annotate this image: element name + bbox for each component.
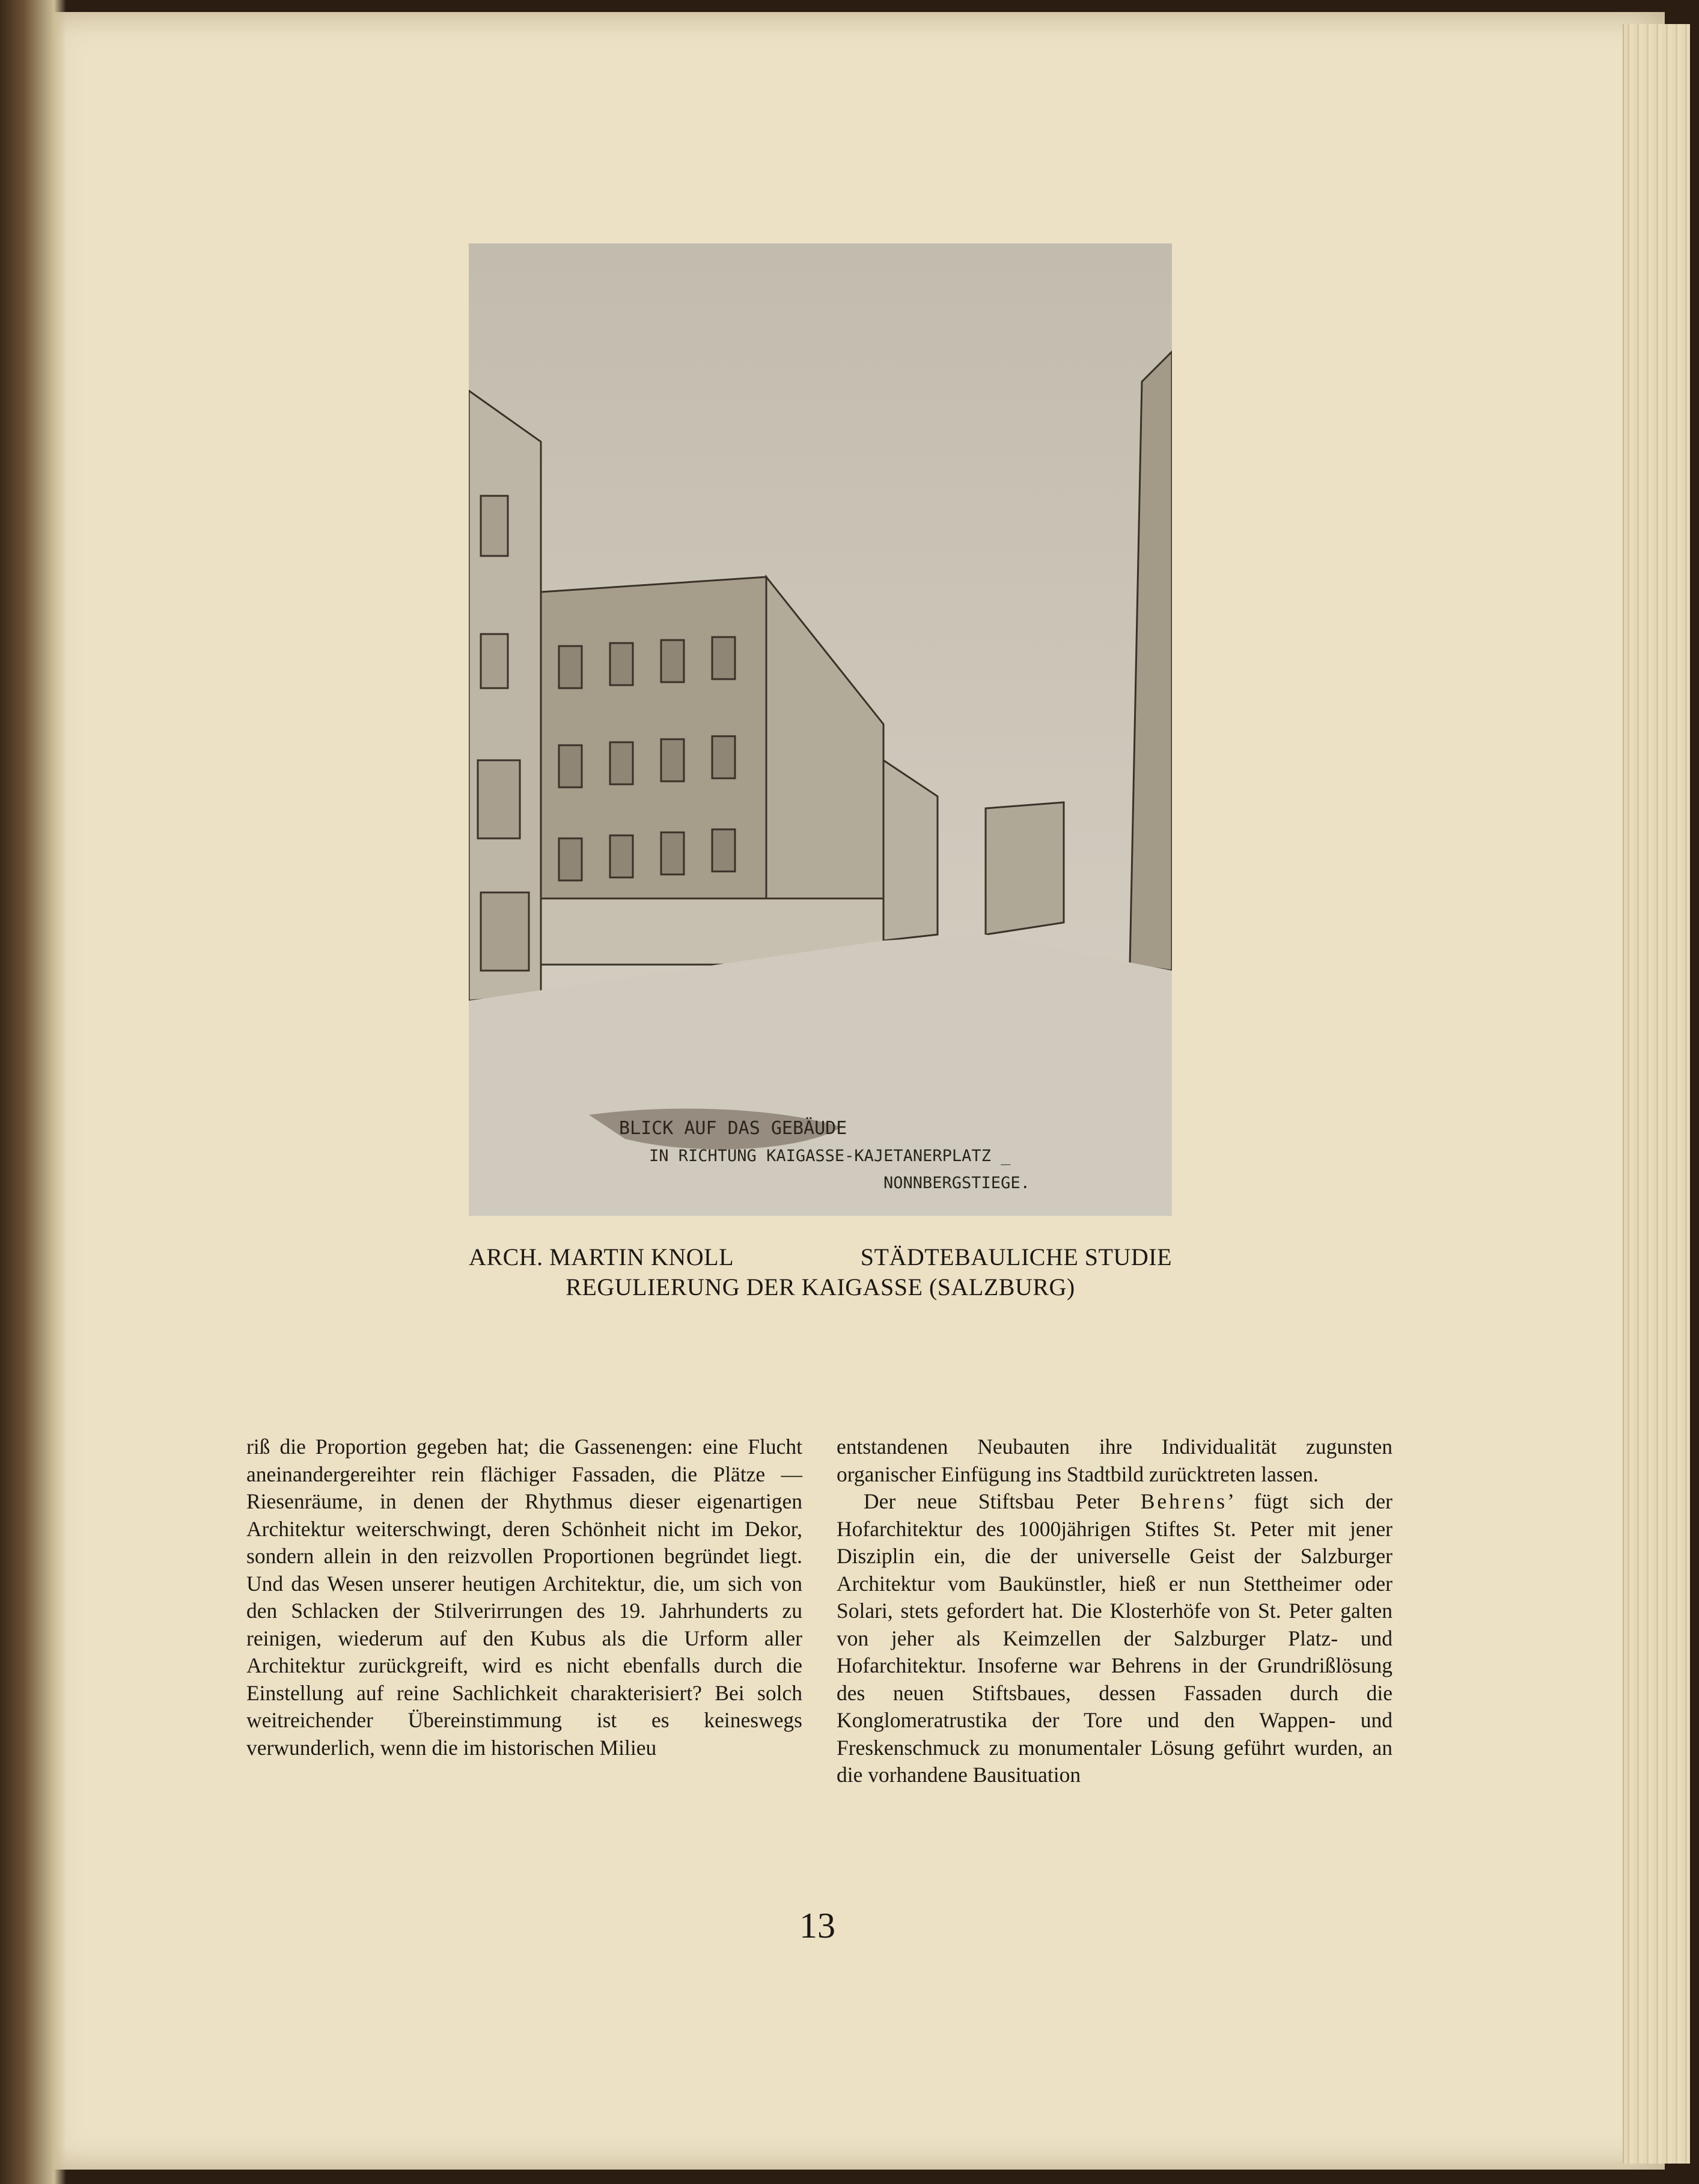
right-paragraph-1: entstandenen Neubauten ihre Individualität zugunsten organischer Einfügung ins Stadtbild zurücktreten lassen.	[837, 1435, 1392, 1486]
right-paragraph-2	[837, 1488, 1392, 1789]
right-paragraph-2-after: ’ fügt sich der Hofarchitektur des 1000jährigen Stiftes St. Peter mit jener Disziplin ein, die der universelle Geist der Salzburger Architektur vom Baukünstler, hieß er nun Stettheimer oder Solari, stets gefordert hat. Die Klosterhöfe von St. Peter galten von jeher als Keimzellen der Salzburger Platz- und Hofarchitektur. Insoferne war Behrens in der Grundrißlösung des neuen Stiftsbaues, dessen Fassaden durch die Konglomeratrustika der Tore und den Wappen- und Freskenschmuck zu monumentaler Lösung geführt wurden, an die vorhandene Bausituation	[837, 1489, 1392, 1787]
right-paragraph-2-before: Der neue Stiftsbau Peter	[864, 1489, 1141, 1513]
page-edges	[1623, 24, 1690, 2164]
sketch-caption-line-3: NONNBERGSTIEGE.	[883, 1174, 1030, 1192]
caption-architect: ARCH. MARTIN KNOLL	[469, 1243, 734, 1270]
text-column-left	[246, 1433, 802, 1762]
sketch-caption-line-2: IN RICHTUNG KAIGASSE-KAJETANERPLATZ _	[649, 1147, 1011, 1165]
text-column-right	[837, 1433, 1392, 1789]
figure-caption	[469, 1243, 1172, 1271]
street-sketch-illustration	[469, 243, 1172, 1216]
left-paragraph: riß die Proportion gegeben hat; die Gassenengen: eine Flucht aneinandergereihter rein flächiger Fassaden, die Plätze — Riesenräume, in denen der Rhythmus dieser eigenartigen Architektur weiterschwingt, deren Schönheit nicht im Dekor, sondern allein in den reizvollen Proportionen begründet liegt. Und das Wesen unserer heutigen Architektur, die, um sich von den Schlacken der Stilverirrungen des 19. Jahrhunderts zu reinigen, wiederum auf den Kubus als die Urform aller Architektur zurückgreift, wird es nicht ebenfalls durch die Einstellung auf reine Sachlichkeit charakterisiert? Bei solch weitreichender Übereinstimmung ist es keineswegs verwunderlich, wenn die im historischen Milieu	[246, 1435, 802, 1760]
caption-subtitle: REGULIERUNG DER KAIGASSE (SALZBURG)	[566, 1273, 1075, 1301]
sketch-caption-line-1: BLICK AUF DAS GEBÄUDE	[619, 1118, 847, 1139]
page-number: 13	[799, 1906, 835, 1945]
caption-study: STÄDTEBAULICHE STUDIE	[860, 1243, 1172, 1270]
name-behrens: Behrens	[1140, 1489, 1228, 1513]
book-gutter	[0, 0, 66, 2184]
